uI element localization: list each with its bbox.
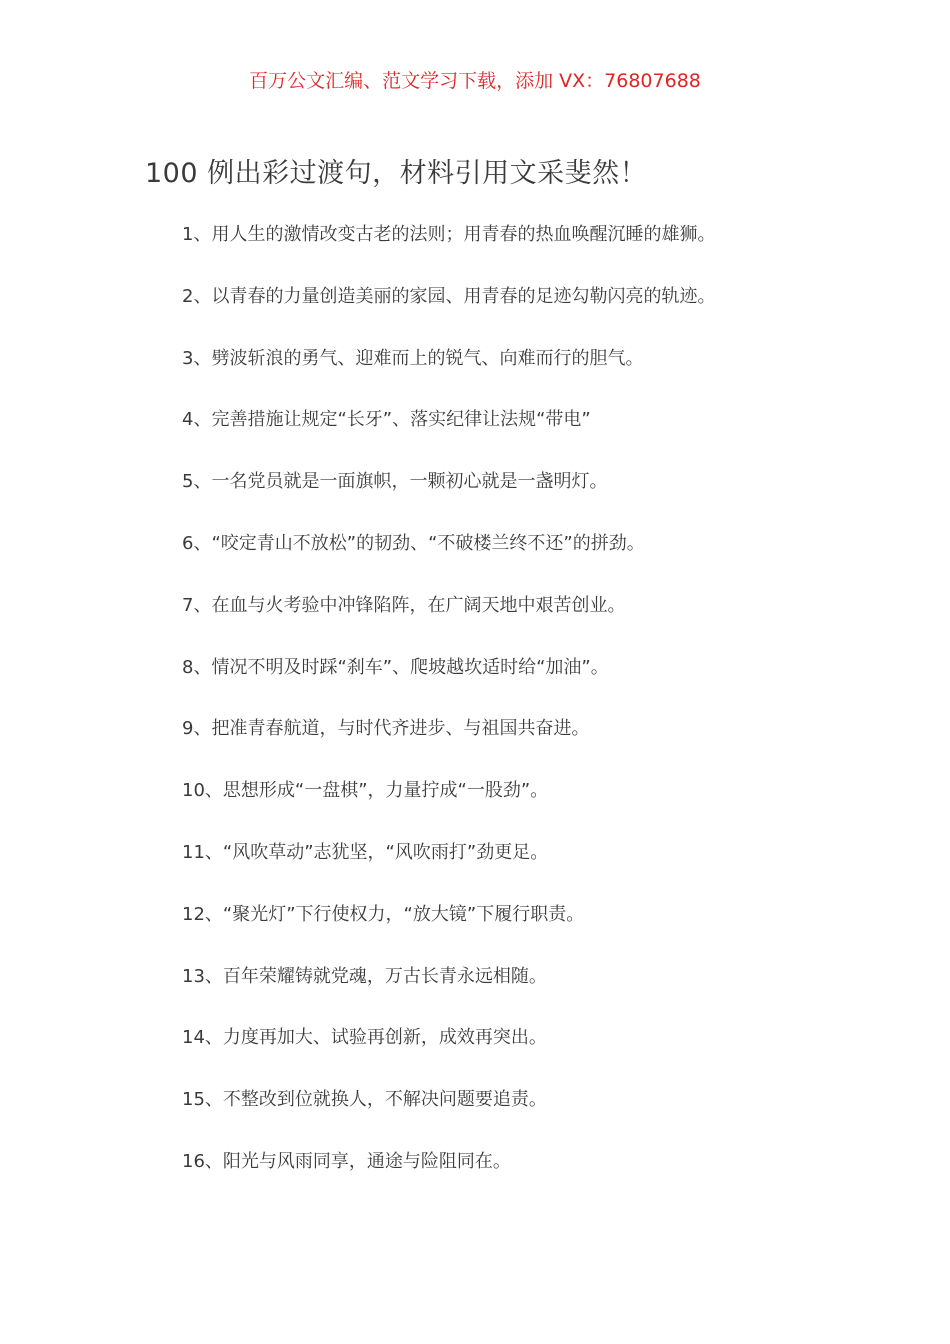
list-item: 8、情况不明及时踩“刹车”、爬坡越坎适时给“加油”。 <box>182 656 609 678</box>
list-item: 15、不整改到位就换人，不解决问题要追责。 <box>182 1089 547 1111</box>
list-item: 13、百年荣耀铸就党魂，万古长青永远相随。 <box>182 965 547 987</box>
list-item: 2、以青春的力量创造美丽的家园、用青春的足迹勾勒闪亮的轨迹。 <box>182 285 716 307</box>
list-item: 10、思想形成“一盘棋”，力量拧成“一股劲”。 <box>182 780 549 802</box>
list-item: 6、“咬定青山不放松”的韧劲、“不破楼兰终不还”的拼劲。 <box>182 532 645 554</box>
list-item: 14、力度再加大、试验再创新，成效再突出。 <box>182 1027 547 1049</box>
list-item: 12、“聚光灯”下行使权力，“放大镜”下履行职责。 <box>182 903 585 925</box>
list-item: 4、完善措施让规定“长牙”、落实纪律让法规“带电” <box>182 409 591 431</box>
list-item: 1、用人生的激情改变古老的法则；用青春的热血唤醒沉睡的雄狮。 <box>182 224 716 245</box>
list-item: 9、把准青春航道，与时代齐进步、与祖国共奋进。 <box>182 718 590 740</box>
document-title: 100 例出彩过渡句，材料引用文采斐然！ <box>145 158 648 189</box>
list-item: 5、一名党员就是一面旗帜，一颗初心就是一盏明灯。 <box>182 471 608 493</box>
list-item: 7、在血与火考验中冲锋陷阵，在广阔天地中艰苦创业。 <box>182 594 626 616</box>
list-item: 11、“风吹草动”志犹坚，“风吹雨打”劲更足。 <box>182 841 549 863</box>
header-contact-note: 百万公文汇编、范文学习下载，添加 VX：76807688 <box>249 70 701 92</box>
list-item: 16、阳光与风雨同享，通途与险阻同在。 <box>182 1150 511 1172</box>
list-item: 3、劈波斩浪的勇气、迎难而上的锐气、向难而行的胆气。 <box>182 347 644 369</box>
transition-sentence-list <box>182 220 715 1209</box>
